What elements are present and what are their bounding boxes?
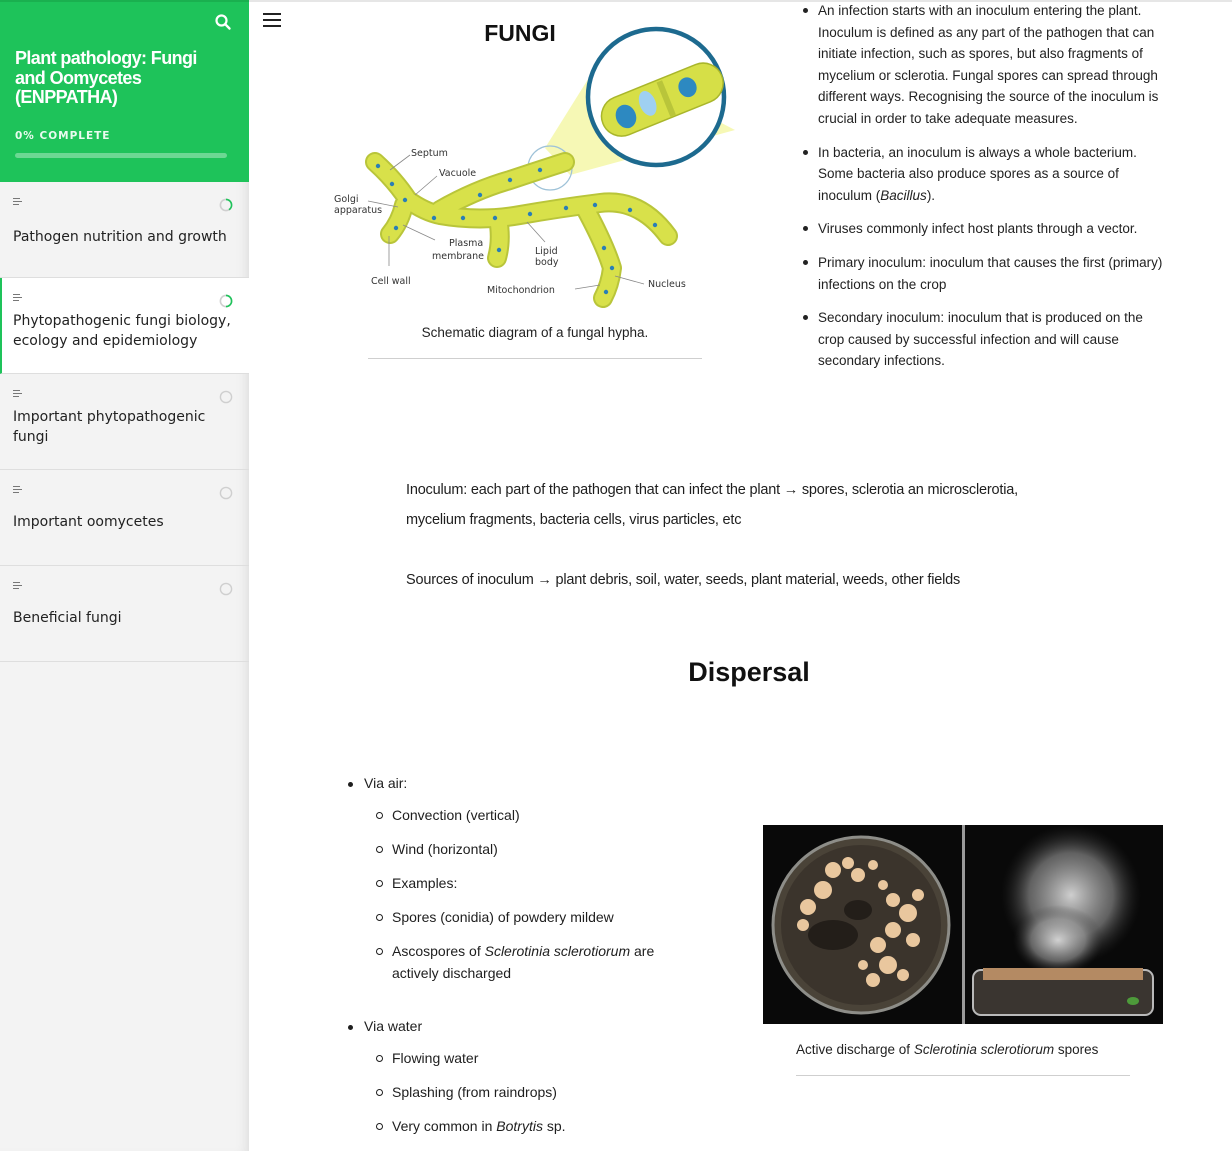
list-item: Ascospores of Sclerotinia sclerotiorum are actively discharged (374, 940, 704, 984)
course-header (0, 0, 249, 182)
sidebar-item-label: Important phytopathogenic fungi (13, 409, 206, 445)
fungal-hypha-diagram (322, 10, 742, 320)
sidebar-item-important-fungi[interactable] (0, 374, 249, 470)
sidebar-item-fungi-biology[interactable] (0, 278, 249, 374)
progress-bar (15, 153, 227, 158)
list-item: In bacteria, an inoculum is always a whole bacterium. Some bacteria also produce spores as a source of inoculum (Bacillus). (798, 142, 1168, 207)
label-cell-wall: Cell wall (371, 276, 411, 287)
label-mitochondrion: Mitochondrion (487, 285, 555, 296)
label-nucleus: Nucleus (648, 279, 686, 290)
label-vacuole: Vacuole (439, 168, 477, 179)
progress-label: 0% COMPLETE (15, 130, 111, 142)
sidebar-item-label: Important oomycetes (13, 514, 164, 530)
label-lipid-2: body (535, 257, 559, 268)
caption-divider (796, 1075, 1130, 1076)
label-plasma-1: Plasma (449, 238, 484, 249)
sidebar-item-pathogen-nutrition[interactable] (0, 182, 249, 278)
progress-ring-empty-icon (219, 582, 233, 596)
sidebar-item-label: Beneficial fungi (13, 610, 122, 626)
lesson-text-icon (13, 294, 22, 301)
list-item: Secondary inoculum: inoculum that is produced on the crop caused by successful infection and will cause secondary infections. (798, 307, 1168, 372)
list-item: Primary inoculum: inoculum that causes the first (primary) infections on the crop (798, 252, 1168, 295)
infection-bullet-list (798, 0, 1168, 384)
sidebar-item-label: Phytopathogenic fungi biology, ecology and epidemiology (13, 313, 231, 349)
search-icon[interactable] (214, 13, 232, 31)
section-heading-dispersal: Dispersal (688, 657, 810, 687)
lesson-text-icon (13, 390, 22, 397)
list-item: Wind (horizontal) (374, 838, 704, 860)
list-item: Very common in Botrytis sp. (374, 1115, 704, 1137)
inoculum-definition-line2: mycelium fragments, bacteria cells, virus particles, etc (406, 512, 742, 528)
figure-title: FUNGI (484, 20, 556, 46)
hamburger-menu-icon[interactable] (263, 13, 281, 28)
course-sidebar (0, 0, 249, 1151)
sclerotinia-spore-discharge-photo (763, 825, 1163, 1024)
list-item: Examples: (374, 872, 704, 894)
label-golgi-1: Golgi (334, 194, 359, 205)
list-item: An infection starts with an inoculum entering the plant. Inoculum is defined as any part of the pathogen that can initiate infection, such as spores, but also fragments of mycelium or sclerotia. Fungal spores can spread through different ways. Recognising the source of the inoculum is crucial in order to take adequate measures. (798, 0, 1168, 130)
list-item: Convection (vertical) (374, 804, 704, 826)
caption-divider (368, 358, 702, 359)
course-title: Plant pathology: Fungi and Oomycetes (ENPPATHA) (15, 48, 197, 107)
lesson-text-icon (13, 486, 22, 493)
label-septum: Septum (411, 148, 448, 159)
dispersal-water-list (345, 1018, 704, 1149)
progress-ring-partial-icon (219, 294, 233, 308)
list-item: Splashing (from raindrops) (374, 1081, 704, 1103)
list-item: Via air: Convection (vertical) Wind (horizontal) Examples: Spores (conidia) of powdery mildew Ascospores of Sclerotinia sclerotiorum are actively discharged (345, 775, 704, 984)
label-golgi-2: apparatus (334, 205, 383, 216)
list-item: Viruses commonly infect host plants through a vector. (798, 218, 1168, 240)
inoculum-definition-line1: Inoculum: each part of the pathogen that can infect the plant → spores, sclerotia an microsclerotia, (406, 482, 1018, 498)
progress-ring-partial-icon (219, 198, 233, 212)
sidebar-item-beneficial-fungi[interactable] (0, 566, 249, 662)
dispersal-air-list (345, 775, 704, 996)
label-plasma-2: membrane (432, 251, 484, 262)
inoculum-sources: Sources of inoculum → plant debris, soil, water, seeds, plant material, weeds, other fields (406, 572, 961, 588)
list-item: Via water Flowing water Splashing (from raindrops) Very common in Botrytis sp. (345, 1018, 704, 1137)
sidebar-item-important-oomycetes[interactable] (0, 470, 249, 566)
lesson-text-icon (13, 582, 22, 589)
label-lipid-1: Lipid (535, 246, 558, 257)
list-item: Flowing water (374, 1047, 704, 1069)
lesson-text-icon (13, 198, 22, 205)
sclerotinia-caption: Active discharge of Sclerotinia sclerotiorum spores (796, 1042, 1099, 1057)
progress-ring-empty-icon (219, 390, 233, 404)
list-item: Spores (conidia) of powdery mildew (374, 906, 704, 928)
hypha-caption: Schematic diagram of a fungal hypha. (421, 325, 649, 340)
sidebar-item-label: Pathogen nutrition and growth (13, 229, 227, 245)
progress-ring-empty-icon (219, 486, 233, 500)
